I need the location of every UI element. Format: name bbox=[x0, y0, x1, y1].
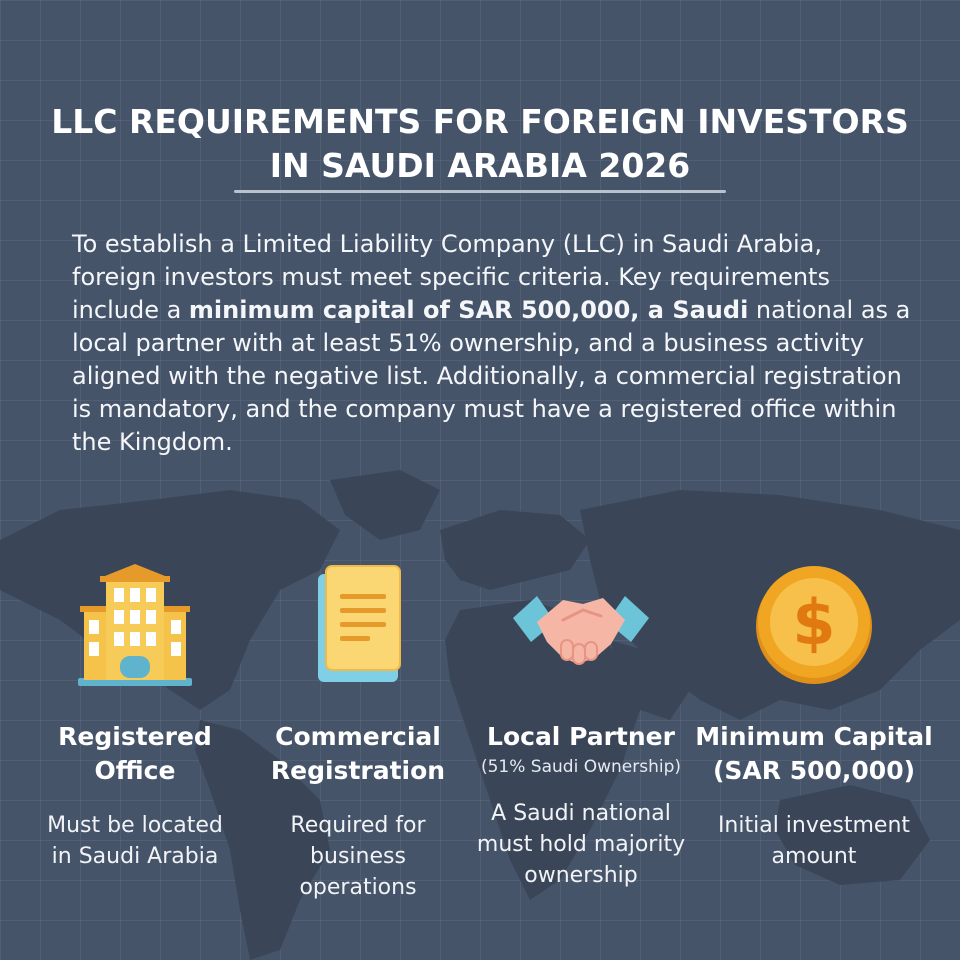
intro-text-bold: minimum capital of SAR 500,000, a Saudi bbox=[188, 296, 749, 324]
card-title-line-2: Registration bbox=[270, 756, 446, 785]
card-description bbox=[694, 810, 934, 872]
intro-paragraph bbox=[72, 228, 912, 459]
icon-wrapper bbox=[466, 560, 696, 700]
card-title-line-2: Office bbox=[94, 756, 176, 785]
office-building-icon bbox=[70, 560, 200, 690]
page-title bbox=[0, 100, 960, 188]
card-description bbox=[243, 810, 473, 903]
card-title-line-1: Registered bbox=[58, 722, 212, 751]
handshake-icon bbox=[511, 560, 651, 690]
svg-text:$: $ bbox=[792, 586, 836, 659]
card-title-line-2: (SAR 500,000) bbox=[712, 756, 916, 785]
card-title-line-1: Local Partner bbox=[487, 722, 675, 751]
requirement-card-local-partner bbox=[466, 560, 696, 891]
card-title-line-1: Commercial bbox=[275, 722, 441, 751]
card-title bbox=[20, 720, 250, 788]
card-desc-line-1: Initial investment bbox=[717, 813, 911, 838]
card-desc-line-2: amount bbox=[771, 844, 857, 869]
intro-text-part-1: To establish a Limited Liability Company (LLC) in Saudi Arabia, foreign investors must meet specific criteria. Key requirements include a bbox=[72, 230, 830, 324]
document-icon bbox=[308, 560, 408, 690]
card-desc-line-2: in Saudi Arabia bbox=[51, 844, 219, 869]
card-description bbox=[20, 810, 250, 872]
card-subtitle: (51% Saudi Ownership) bbox=[480, 757, 681, 777]
card-title bbox=[466, 720, 696, 754]
card-description bbox=[466, 798, 696, 891]
icon-wrapper bbox=[243, 560, 473, 700]
card-title-line-1: Minimum Capital bbox=[695, 722, 933, 751]
card-desc-line-1: A Saudi national bbox=[491, 801, 671, 826]
card-desc-line-3: ownership bbox=[524, 863, 638, 888]
intro-text-part-2: national as a local partner with at least 51% ownership, and a business activity aligned with the negative list. Additionally, a commercial registration is mandatory, and the company must have a registered office within the Kingdom. bbox=[72, 296, 911, 456]
card-desc-line-3: operations bbox=[299, 875, 417, 900]
card-desc-line-2: business bbox=[310, 844, 406, 869]
requirement-card-commercial-registration bbox=[243, 560, 473, 903]
page-title-line-2: IN SAUDI ARABIA 2026 bbox=[269, 146, 691, 185]
card-desc-line-1: Must be located bbox=[47, 813, 223, 838]
page-title-line-1: LLC REQUIREMENTS FOR FOREIGN INVESTORS bbox=[51, 102, 909, 141]
icon-wrapper bbox=[20, 560, 250, 700]
card-title bbox=[243, 720, 473, 788]
icon-wrapper bbox=[694, 560, 934, 700]
requirement-card-minimum-capital bbox=[694, 560, 934, 872]
requirement-card-registered-office bbox=[20, 560, 250, 872]
dollar-coin-icon bbox=[749, 560, 879, 690]
title-divider bbox=[234, 190, 726, 193]
card-desc-line-2: must hold majority bbox=[476, 832, 686, 857]
card-title bbox=[694, 720, 934, 788]
card-desc-line-1: Required for bbox=[290, 813, 426, 838]
